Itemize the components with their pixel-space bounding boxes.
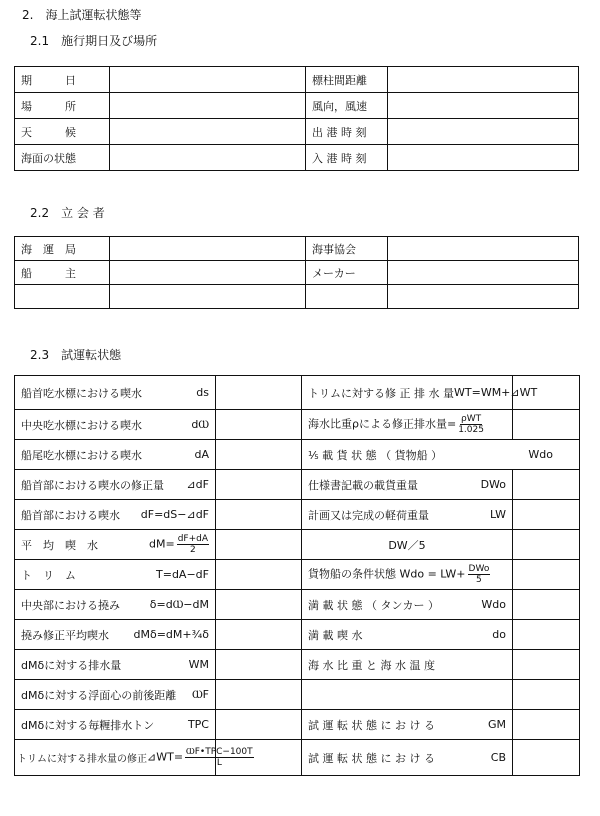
table-row (15, 650, 580, 680)
value-cell[interactable] (388, 93, 579, 119)
table-row (15, 590, 580, 620)
condition-label: dMδに対する排水量 WM (15, 650, 216, 680)
value-cell[interactable] (216, 410, 302, 440)
value-cell[interactable] (388, 145, 579, 171)
value-cell[interactable] (216, 500, 302, 530)
row-label: 船 主 (15, 261, 110, 285)
condition-label: 平 均 喫 水 dM= $\frac{dF+dA}{2}$ (15, 530, 216, 560)
value-cell[interactable] (216, 560, 302, 590)
condition-label: 満 載 喫 水 do (302, 620, 513, 650)
value-cell[interactable] (388, 285, 579, 309)
value-cell[interactable] (110, 285, 306, 309)
condition-label: 計画又は完成の軽荷重量 LW (302, 500, 513, 530)
condition-label: 海 水 比 重 と 海 水 温 度 (302, 650, 513, 680)
value-cell[interactable] (513, 470, 580, 500)
condition-label: ト リ ム T=dA−dF (15, 560, 216, 590)
condition-label: dMδに対する毎糎排水トン TPC (15, 710, 216, 740)
value-cell[interactable] (513, 710, 580, 740)
condition-label: 船首吃水標における喫水 ds (15, 376, 216, 410)
section-2-heading: 2. 海上試運転状態等 (22, 8, 142, 22)
row-label: 風向，風速 (306, 93, 388, 119)
row-label: 海 運 局 (15, 237, 110, 261)
schedule-table (14, 66, 579, 171)
row-label: メーカー (306, 261, 388, 285)
fraction: $\frac{\text{ⲰF•TPC−100T}}{L}$ (186, 747, 253, 768)
condition-label: トリムに対する排水量の修正 ⊿WT= $\frac{\text{ⲰF•TPC−100T}}{L}$ (15, 740, 216, 776)
condition-label: DW／5 (302, 530, 513, 560)
value-cell[interactable] (216, 440, 302, 470)
fraction: $\frac{dF+dA}{2}$ (177, 534, 208, 555)
table-row (15, 237, 579, 261)
value-cell[interactable] (513, 650, 580, 680)
value-cell[interactable] (388, 261, 579, 285)
condition-label: 中央部における撓み δ=dⲰ−dM (15, 590, 216, 620)
trial-condition-table (14, 375, 580, 776)
condition-label: 試 運 転 状 態 に お け る CB (302, 740, 513, 776)
row-label: 入 港 時 刻 (306, 145, 388, 171)
row-label: 場 所 (15, 93, 110, 119)
value-cell[interactable] (513, 500, 580, 530)
table-row (15, 376, 580, 410)
value-cell[interactable] (110, 145, 306, 171)
value-cell[interactable] (513, 590, 580, 620)
value-cell[interactable] (110, 261, 306, 285)
value-cell[interactable] (388, 119, 579, 145)
table-row (15, 500, 580, 530)
table-row (15, 261, 579, 285)
table-row (15, 440, 580, 470)
condition-label: 満 載 状 態 （ タンカー ） Wdo (302, 590, 513, 620)
condition-label: 海水比重ρによる修正排水量= $\frac{\text{ρWT}}{1.025}$ (302, 410, 513, 440)
table-row (15, 119, 579, 145)
value-cell[interactable] (110, 67, 306, 93)
value-cell[interactable] (216, 650, 302, 680)
value-cell[interactable] (388, 67, 579, 93)
table-row (15, 145, 579, 171)
condition-label: 貨物船の条件状態 Wdo = LW+ $\frac{\text{DWo}}{5}$ (302, 560, 513, 590)
row-label: 期 日 (15, 67, 110, 93)
condition-label: 船首部における喫水の修正量 ⊿dF (15, 470, 216, 500)
condition-label: 試 運 転 状 態 に お け る GM (302, 710, 513, 740)
value-cell[interactable] (216, 470, 302, 500)
value-cell[interactable] (513, 740, 580, 776)
table-row (15, 710, 580, 740)
condition-label: dMδに対する浮面心の前後距離 ⲰF (15, 680, 216, 710)
condition-label (302, 680, 513, 710)
row-label: 天 候 (15, 119, 110, 145)
row-label (15, 285, 110, 309)
value-cell[interactable] (216, 376, 302, 410)
value-cell[interactable] (216, 530, 302, 560)
condition-label: 仕様書記載の載貨重量 DWo (302, 470, 513, 500)
condition-label: ⅕ 載 貨 状 態 （ 貨物船 ） Wdo (302, 440, 580, 470)
value-cell[interactable] (513, 620, 580, 650)
value-cell[interactable] (216, 710, 302, 740)
value-cell[interactable] (110, 119, 306, 145)
value-cell[interactable] (513, 560, 580, 590)
value-cell[interactable] (216, 680, 302, 710)
condition-label: 船尾吃水標における喫水 dA (15, 440, 216, 470)
row-label: 海事協会 (306, 237, 388, 261)
value-cell[interactable] (513, 680, 580, 710)
section-2-1-heading: 2.1 施行期日及び場所 (30, 34, 158, 48)
value-cell[interactable] (216, 590, 302, 620)
value-cell[interactable] (513, 530, 580, 560)
value-cell[interactable] (513, 410, 580, 440)
condition-label: 撓み修正平均喫水 dMδ=dM+¾δ (15, 620, 216, 650)
row-label: 標柱間距離 (306, 67, 388, 93)
table-row (15, 67, 579, 93)
fraction: $\frac{\text{DWo}}{5}$ (468, 564, 490, 585)
table-row (15, 285, 579, 309)
witness-table (14, 236, 579, 309)
section-2-3-heading: 2.3 試運転状態 (30, 348, 122, 362)
condition-label: 船首部における喫水 dF=dS−⊿dF (15, 500, 216, 530)
value-cell[interactable] (216, 620, 302, 650)
section-2-2-heading: 2.2 立 会 者 (30, 206, 105, 220)
row-label: 海面の状態 (15, 145, 110, 171)
table-row (15, 620, 580, 650)
table-row (15, 740, 580, 776)
row-label: 出 港 時 刻 (306, 119, 388, 145)
row-label (306, 285, 388, 309)
value-cell[interactable] (388, 237, 579, 261)
value-cell[interactable] (110, 237, 306, 261)
table-row (15, 93, 579, 119)
condition-label: 中央吃水標における喫水 dⲰ (15, 410, 216, 440)
table-row (15, 560, 580, 590)
table-row (15, 530, 580, 560)
value-cell[interactable] (110, 93, 306, 119)
fraction: $\frac{\text{ρWT}}{1.025}$ (458, 414, 484, 435)
table-row (15, 470, 580, 500)
condition-label: トリムに対する修 正 排 水 量 WT=WM+⊿WT (302, 376, 513, 410)
table-row (15, 410, 580, 440)
table-row (15, 680, 580, 710)
